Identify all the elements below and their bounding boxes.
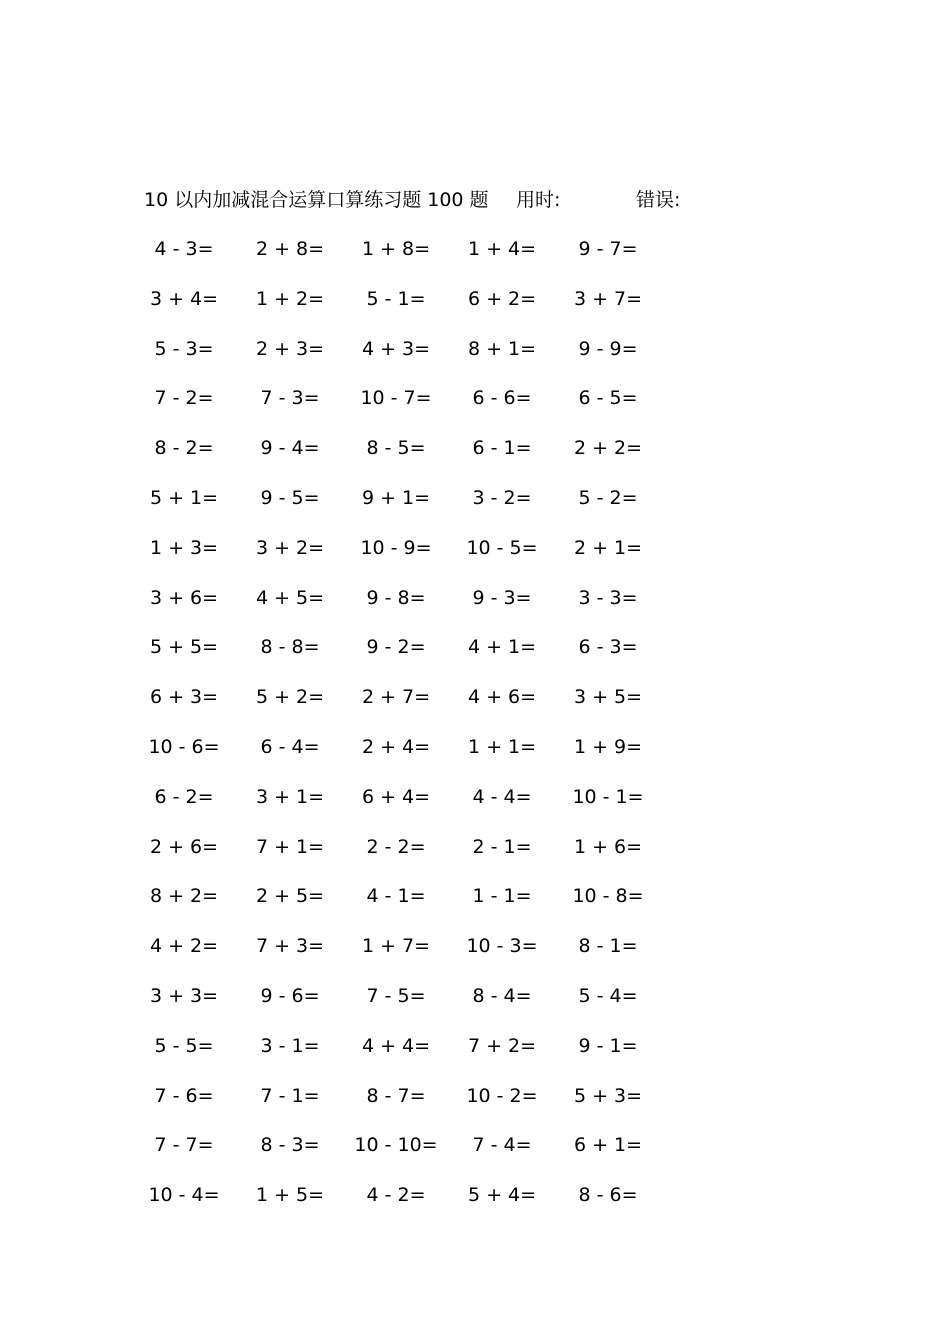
problem-row (0, 533, 950, 583)
problem: 7 - 6= (154, 1084, 214, 1107)
problem: 1 + 4= (467, 238, 537, 260)
problem: 4 + 5= (255, 586, 325, 609)
problem: 1 + 7= (361, 935, 431, 958)
problem: 3 + 7= (573, 287, 643, 310)
problem: 10 - 1= (572, 785, 644, 808)
problem: 4 + 4= (361, 1034, 431, 1057)
problem: 4 - 2= (366, 1184, 426, 1207)
problem: 1 + 5= (255, 1184, 325, 1207)
problem-row (0, 981, 950, 1031)
problem-row (0, 832, 950, 882)
problem: 5 - 1= (366, 287, 426, 310)
problem: 2 + 6= (149, 835, 219, 858)
problem: 7 + 2= (467, 1034, 537, 1057)
problem-grid (0, 234, 950, 1230)
problem: 10 - 2= (466, 1084, 538, 1107)
problem: 3 - 1= (260, 1034, 320, 1057)
problem: 5 - 5= (154, 1034, 214, 1057)
problem: 8 - 4= (472, 984, 532, 1007)
problem: 3 + 1= (255, 785, 325, 808)
problem: 4 + 1= (467, 636, 537, 659)
problem: 5 + 2= (255, 686, 325, 709)
problem: 8 - 1= (578, 935, 638, 958)
problem: 5 - 3= (154, 337, 214, 360)
problem: 8 - 8= (260, 636, 320, 659)
problem-row (0, 1130, 950, 1180)
problem: 7 - 4= (472, 1134, 532, 1157)
problem: 3 - 3= (578, 586, 638, 609)
problem: 1 + 3= (149, 536, 219, 559)
errors-label: 错误: (636, 189, 681, 211)
problem-row (0, 433, 950, 483)
problem-row (0, 931, 950, 981)
problem: 4 + 2= (149, 935, 219, 958)
problem: 5 - 4= (578, 984, 638, 1007)
problem-row (0, 782, 950, 832)
problem-row (0, 234, 950, 284)
worksheet-title: 10 以内加减混合运算口算练习题 100 题 (144, 189, 489, 211)
problem: 9 - 1= (578, 1034, 638, 1057)
problem: 8 - 3= (260, 1134, 320, 1157)
problem: 10 - 6= (148, 735, 220, 758)
problem-row (0, 1031, 950, 1081)
problem: 5 + 5= (149, 636, 219, 659)
problem: 1 + 1= (467, 735, 537, 758)
problem: 6 + 3= (149, 686, 219, 709)
problem: 10 - 7= (360, 387, 432, 410)
problem: 7 - 1= (260, 1084, 320, 1107)
problem-row (0, 334, 950, 384)
problem: 6 + 2= (467, 287, 537, 310)
problem: 1 + 2= (255, 287, 325, 310)
problem: 9 - 9= (578, 337, 638, 360)
problem: 9 - 5= (260, 486, 320, 509)
problem: 8 + 1= (467, 337, 537, 360)
problem: 2 + 5= (255, 885, 325, 908)
problem: 7 - 7= (154, 1134, 214, 1157)
problem: 8 - 2= (154, 437, 214, 460)
problem: 3 + 2= (255, 536, 325, 559)
problem: 1 - 1= (472, 885, 532, 908)
problem-row (0, 284, 950, 334)
problem: 9 + 1= (361, 486, 431, 509)
problem-row (0, 1180, 950, 1230)
problem: 5 - 2= (578, 486, 638, 509)
problem: 3 - 2= (472, 486, 532, 509)
problem: 6 + 1= (573, 1134, 643, 1157)
problem: 10 - 3= (466, 935, 538, 958)
problem: 2 + 3= (255, 337, 325, 360)
problem: 7 + 1= (255, 835, 325, 858)
problem: 2 + 8= (255, 238, 325, 260)
problem: 10 - 4= (148, 1184, 220, 1207)
problem: 1 + 9= (573, 735, 643, 758)
problem: 2 + 4= (361, 735, 431, 758)
problem: 9 - 4= (260, 437, 320, 460)
problem: 6 + 4= (361, 785, 431, 808)
problem: 3 + 6= (149, 586, 219, 609)
problem: 8 - 6= (578, 1184, 638, 1207)
problem: 2 - 2= (366, 835, 426, 858)
problem: 6 - 2= (154, 785, 214, 808)
problem: 9 - 6= (260, 984, 320, 1007)
problem: 8 - 5= (366, 437, 426, 460)
problem: 7 - 5= (366, 984, 426, 1007)
problem: 9 - 2= (366, 636, 426, 659)
problem-row (0, 881, 950, 931)
problem: 10 - 9= (360, 536, 432, 559)
problem: 10 - 8= (572, 885, 644, 908)
problem-row (0, 1081, 950, 1131)
problem-row (0, 732, 950, 782)
problem: 6 - 4= (260, 735, 320, 758)
problem: 7 + 3= (255, 935, 325, 958)
problem: 5 + 3= (573, 1084, 643, 1107)
problem: 2 + 2= (573, 437, 643, 460)
problem: 4 + 6= (467, 686, 537, 709)
problem: 4 - 4= (472, 785, 532, 808)
problem-row (0, 383, 950, 433)
problem: 2 + 1= (573, 536, 643, 559)
problem: 4 - 3= (154, 238, 214, 260)
problem: 5 + 1= (149, 486, 219, 509)
problem: 9 - 3= (472, 586, 532, 609)
time-used-label: 用时: (516, 189, 561, 211)
problem: 7 - 2= (154, 387, 214, 410)
problem: 5 + 4= (467, 1184, 537, 1207)
problem: 10 - 5= (466, 536, 538, 559)
problem: 9 - 8= (366, 586, 426, 609)
problem: 3 + 5= (573, 686, 643, 709)
problem: 9 - 7= (578, 238, 638, 260)
problem: 1 + 6= (573, 835, 643, 858)
problem: 6 - 1= (472, 437, 532, 460)
problem: 6 - 5= (578, 387, 638, 410)
problem: 3 + 3= (149, 984, 219, 1007)
problem: 4 + 3= (361, 337, 431, 360)
problem: 6 - 3= (578, 636, 638, 659)
problem: 2 + 7= (361, 686, 431, 709)
problem: 3 + 4= (149, 287, 219, 310)
problem-row (0, 483, 950, 533)
problem: 10 - 10= (354, 1134, 438, 1157)
problem-row (0, 583, 950, 633)
problem: 8 + 2= (149, 885, 219, 908)
problem: 2 - 1= (472, 835, 532, 858)
problem: 6 - 6= (472, 387, 532, 410)
problem: 7 - 3= (260, 387, 320, 410)
problem-row (0, 682, 950, 732)
problem-row (0, 632, 950, 682)
problem: 4 - 1= (366, 885, 426, 908)
problem: 8 - 7= (366, 1084, 426, 1107)
problem: 1 + 8= (361, 238, 431, 260)
